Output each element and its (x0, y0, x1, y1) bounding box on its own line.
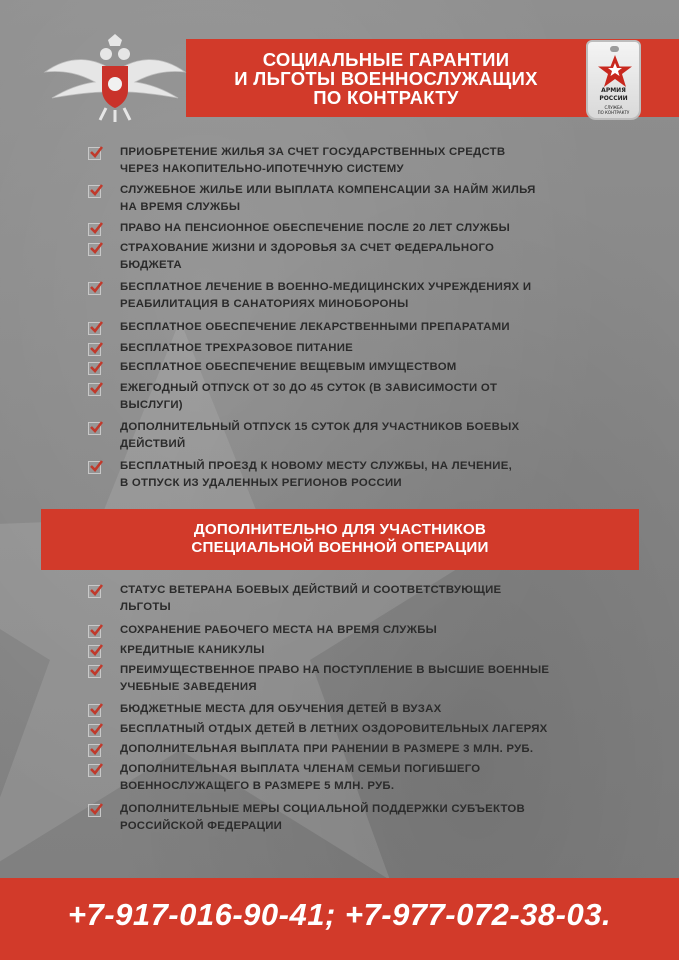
list-item-line-2: ВЫСЛУГИ) (120, 399, 183, 411)
list-item-line-1: ЕЖЕГОДНЫЙ ОТПУСК ОТ 30 ДО 45 СУТОК (В ЗАВИСИМОСТИ ОТ (120, 382, 498, 394)
list-item-line-2: ДЕЙСТВИЙ (120, 438, 186, 450)
section-title-line-2: СПЕЦИАЛЬНОЙ ВОЕННОЙ ОПЕРАЦИИ (191, 539, 489, 556)
list-item-line-1: ДОПОЛНИТЕЛЬНЫЙ ОТПУСК 15 СУТОК ДЛЯ УЧАСТНИКОВ БОЕВЫХ (120, 421, 520, 433)
list-item-text (120, 701, 640, 718)
red-star-icon (596, 54, 634, 88)
list-item-line-1: ДОПОЛНИТЕЛЬНЫЕ МЕРЫ СОЦИАЛЬНОЙ ПОДДЕРЖКИ СУБЪЕКТОВ (120, 803, 525, 815)
badge-hole (610, 46, 619, 52)
list-item-line-1: БЕСПЛАТНЫЙ ОТДЫХ ДЕТЕЙ В ЛЕТНИХ ОЗДОРОВИТЕЛЬНЫХ ЛАГЕРЯХ (120, 723, 548, 735)
list-item-text (120, 220, 640, 237)
list-item-text (120, 340, 640, 357)
list-item-text (120, 458, 640, 492)
header-title-line-2: И ЛЬГОТЫ ВОЕННОСЛУЖАЩИХ (234, 68, 538, 89)
checkbox-checked-icon (88, 185, 101, 198)
list-item-text (120, 662, 640, 696)
list-item-line-1: ПРЕИМУЩЕСТВЕННОЕ ПРАВО НА ПОСТУПЛЕНИЕ В ВЫСШИЕ ВОЕННЫЕ (120, 664, 550, 676)
list-item-line-1: БЕСПЛАТНОЕ ОБЕСПЕЧЕНИЕ ЛЕКАРСТВЕННЫМИ ПРЕПАРАТАМИ (120, 321, 510, 333)
list-item-text (120, 182, 640, 216)
list-item-line-1: ДОПОЛНИТЕЛЬНАЯ ВЫПЛАТА ЧЛЕНАМ СЕМЬИ ПОГИБШЕГО (120, 763, 481, 775)
list-item-text (120, 419, 640, 453)
list-item-text (120, 761, 640, 795)
checkbox-checked-icon (88, 282, 101, 295)
checkbox-checked-icon (88, 147, 101, 160)
checkbox-checked-icon (88, 744, 101, 757)
checkbox-checked-icon (88, 223, 101, 236)
list-item-line-2: НА ВРЕМЯ СЛУЖБЫ (120, 201, 241, 213)
list-item-line-2: ВОЕННОСЛУЖАЩЕГО В РАЗМЕРЕ 5 МЛН. РУБ. (120, 780, 395, 792)
list-item-line-2: ЧЕРЕЗ НАКОПИТЕЛЬНО-ИПОТЕЧНУЮ СИСТЕМУ (120, 163, 404, 175)
list-item-line-1: БЕСПЛАТНОЕ ОБЕСПЕЧЕНИЕ ВЕЩЕВЫМ ИМУЩЕСТВОМ (120, 361, 457, 373)
checkbox-checked-icon (88, 383, 101, 396)
list-item-text (120, 582, 640, 616)
list-item-text (120, 279, 640, 313)
badge-line-2: РОССИИ (599, 95, 628, 102)
checkbox-checked-icon (88, 764, 101, 777)
list-item-line-1: БЕСПЛАТНЫЙ ПРОЕЗД К НОВОМУ МЕСТУ СЛУЖБЫ, НА ЛЕЧЕНИЕ, (120, 460, 512, 472)
list-item-line-1: КРЕДИТНЫЕ КАНИКУЛЫ (120, 644, 265, 656)
checkbox-checked-icon (88, 243, 101, 256)
list-item-text (120, 801, 640, 835)
double-headed-eagle-emblem-icon (40, 32, 190, 122)
checkbox-checked-icon (88, 585, 101, 598)
list-item-line-1: СЛУЖЕБНОЕ ЖИЛЬЕ ИЛИ ВЫПЛАТА КОМПЕНСАЦИИ ЗА НАЙМ ЖИЛЬЯ (120, 184, 536, 196)
list-item-line-2: УЧЕБНЫЕ ЗАВЕДЕНИЯ (120, 681, 257, 693)
list-item-line-1: ДОПОЛНИТЕЛЬНАЯ ВЫПЛАТА ПРИ РАНЕНИИ В РАЗМЕРЕ 3 МЛН. РУБ. (120, 743, 534, 755)
checkbox-checked-icon (88, 422, 101, 435)
list-item-line-1: СТРАХОВАНИЕ ЖИЗНИ И ЗДОРОВЬЯ ЗА СЧЕТ ФЕДЕРАЛЬНОГО (120, 242, 495, 254)
list-item-line-2: ЛЬГОТЫ (120, 601, 171, 613)
list-item-text (120, 721, 640, 738)
section-title (41, 521, 639, 557)
list-item-line-1: ПРАВО НА ПЕНСИОННОЕ ОБЕСПЕЧЕНИЕ ПОСЛЕ 20 ЛЕТ СЛУЖБЫ (120, 222, 511, 234)
section-title-line-1: ДОПОЛНИТЕЛЬНО ДЛЯ УЧАСТНИКОВ (193, 521, 487, 538)
list-item-text (120, 741, 640, 758)
list-item-line-2: РЕАБИЛИТАЦИЯ В САНАТОРИЯХ МИНОБОРОНЫ (120, 298, 409, 310)
list-item-text (120, 622, 640, 639)
list-item-text (120, 144, 640, 178)
list-item-line-1: СОХРАНЕНИЕ РАБОЧЕГО МЕСТА НА ВРЕМЯ СЛУЖБЫ (120, 624, 438, 636)
badge-line-3: СЛУЖБА (604, 105, 623, 110)
list-item-line-1: БЮДЖЕТНЫЕ МЕСТА ДЛЯ ОБУЧЕНИЯ ДЕТЕЙ В ВУЗАХ (120, 703, 442, 715)
list-item-line-1: БЕСПЛАТНОЕ ЛЕЧЕНИЕ В ВОЕННО-МЕДИЦИНСКИХ УЧРЕЖДЕНИЯХ И (120, 281, 532, 293)
checkbox-checked-icon (88, 724, 101, 737)
list-item-line-1: СТАТУС ВЕТЕРАНА БОЕВЫХ ДЕЙСТВИЙ И СООТВЕТСТВУЮЩИЕ (120, 584, 502, 596)
list-item-line-2: РОССИЙСКОЙ ФЕДЕРАЦИИ (120, 820, 283, 832)
checkbox-checked-icon (88, 362, 101, 375)
list-item-line-2: БЮДЖЕТА (120, 259, 182, 271)
army-russia-badge (586, 40, 641, 120)
checkbox-checked-icon (88, 322, 101, 335)
list-item-text (120, 642, 640, 659)
list-item-line-1: ПРИОБРЕТЕНИЕ ЖИЛЬЯ ЗА СЧЕТ ГОСУДАРСТВЕННЫХ СРЕДСТВ (120, 146, 506, 158)
list-item-text (120, 240, 640, 274)
checkbox-checked-icon (88, 665, 101, 678)
checkbox-checked-icon (88, 804, 101, 817)
list-item-text (120, 380, 640, 414)
list-item-line-1: БЕСПЛАТНОЕ ТРЕХРАЗОВОЕ ПИТАНИЕ (120, 342, 353, 354)
list-item-line-2: В ОТПУСК ИЗ УДАЛЕННЫХ РЕГИОНОВ РОССИИ (120, 477, 402, 489)
checkbox-checked-icon (88, 343, 101, 356)
list-item-text (120, 359, 640, 376)
contact-phones: +7-917-016-90-41; +7-977-072-38-03. (67, 897, 612, 932)
list-item-text (120, 319, 640, 336)
header-title-line-1: СОЦИАЛЬНЫЕ ГАРАНТИИ (262, 49, 510, 70)
checkbox-checked-icon (88, 461, 101, 474)
badge-line-4: ПО КОНТРАКТУ (597, 110, 630, 115)
checkbox-checked-icon (88, 704, 101, 717)
header-title (186, 50, 586, 107)
header-title-line-3: ПО КОНТРАКТУ (313, 87, 459, 108)
checkbox-checked-icon (88, 625, 101, 638)
badge-line-1: АРМИЯ (601, 87, 626, 94)
checkbox-checked-icon (88, 645, 101, 658)
